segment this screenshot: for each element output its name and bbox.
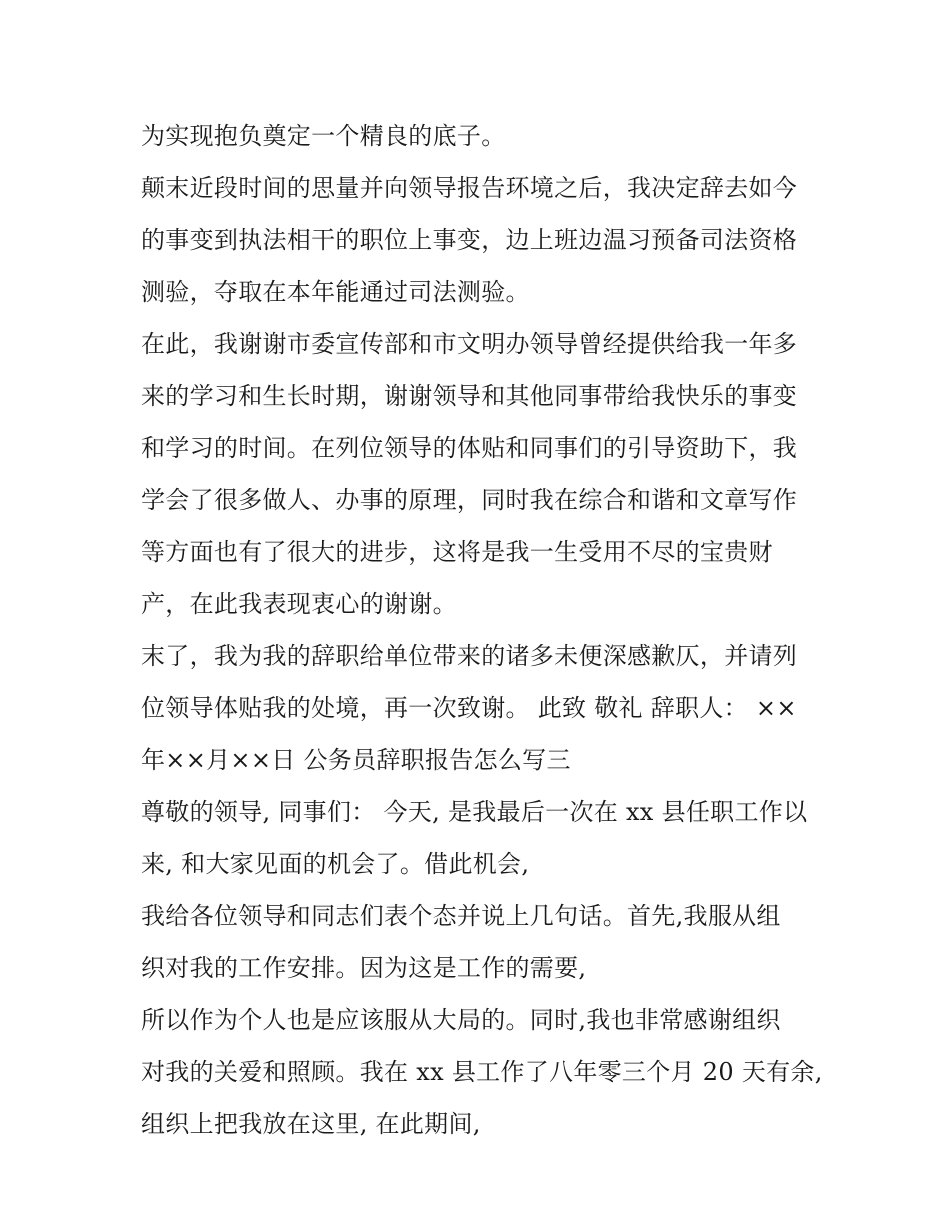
- text-line-7: 和学习的时间。在列位领导的体贴和同事们的引导资助下，我: [141, 434, 798, 462]
- text-line-19: 对我的关爱和照顾。我在 xx 县工作了八年零三个月 20 天有余,: [141, 1058, 823, 1086]
- text-line-4: 测验，夺取在本年能通过司法测验。: [141, 278, 530, 306]
- text-line-9: 等方面也有了很大的进步，这将是我一生受用不尽的宝贵财: [141, 538, 773, 566]
- document-body: [141, 110, 821, 1150]
- text-line-3: 的事变到执法相干的职位上事变，边上班边温习预备司法资格: [141, 226, 798, 254]
- text-line-5: 在此，我谢谢市委宣传部和市文明办领导曾经提供给我一年多: [141, 330, 798, 358]
- text-line-15: 来, 和大家见面的机会了。借此机会,: [141, 850, 530, 878]
- text-line-17: 织对我的工作安排。因为这是工作的需要,: [141, 954, 587, 982]
- text-line-18: 所以作为个人也是应该服从大局的。同时,我也非常感谢组织: [141, 1006, 781, 1034]
- text-line-13: 年××月××日 公务员辞职报告怎么写三: [141, 746, 571, 774]
- text-line-20: 组织上把我放在这里, 在此期间,: [141, 1110, 481, 1138]
- text-line-8: 学会了很多做人、办事的原理，同时我在综合和谐和文章写作: [141, 486, 798, 514]
- text-line-12: 位领导体贴我的处境，再一次致谢。 此致 敬礼 辞职人： ××: [141, 694, 797, 722]
- text-line-10: 产，在此我表现衷心的谢谢。: [141, 590, 457, 618]
- text-line-16: 我给各位领导和同志们表个态并说上几句话。首先,我服从组: [141, 902, 781, 930]
- text-line-1: 为实现抱负奠定一个精良的底子。: [141, 122, 506, 150]
- text-line-2: 颠末近段时间的思量并向领导报告环境之后，我决定辞去如今: [141, 174, 798, 202]
- text-line-14: 尊敬的领导, 同事们： 今天, 是我最后一次在 xx 县任职工作以: [141, 798, 808, 826]
- text-line-11: 末了，我为我的辞职给单位带来的诸多未便深感歉仄，并请列: [141, 642, 798, 670]
- text-line-6: 来的学习和生长时期，谢谢领导和其他同事带给我快乐的事变: [141, 382, 798, 410]
